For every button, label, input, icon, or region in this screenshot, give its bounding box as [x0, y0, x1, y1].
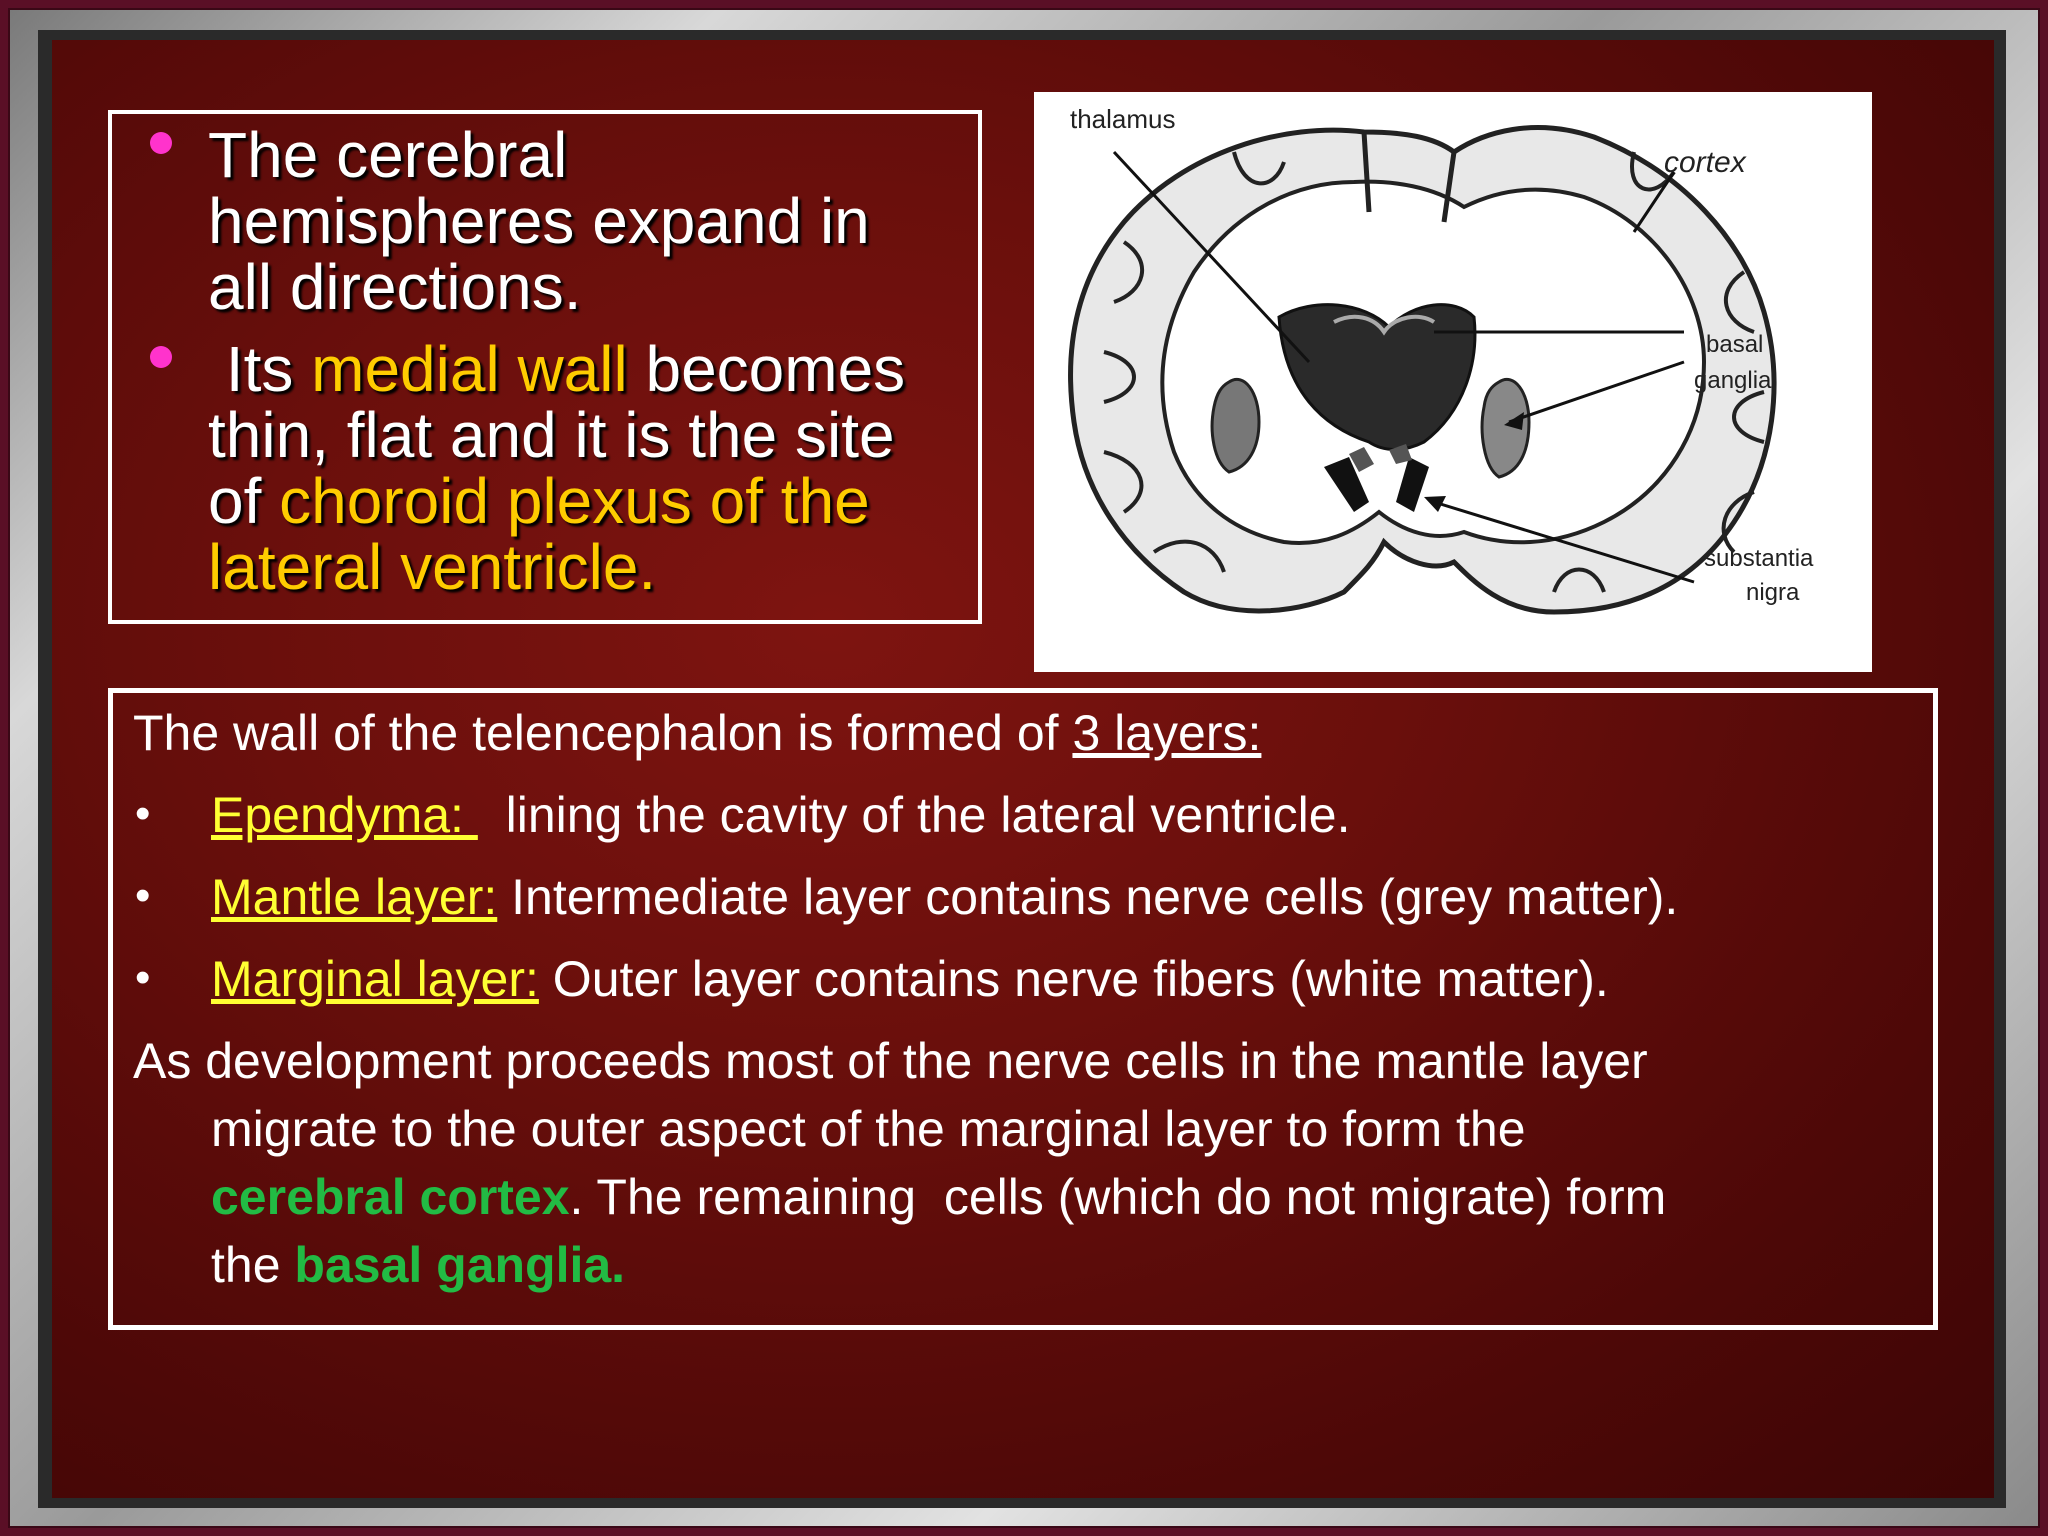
- layer-item-marginal: Marginal layer: Outer layer contains nerve fibers (white matter).: [211, 951, 1609, 1007]
- bullet-2-line-3: of choroid plexus of the: [208, 465, 870, 537]
- label-sn-2: nigra: [1746, 579, 1800, 606]
- top-bullets-box: [108, 110, 982, 624]
- bullet-icon: •: [135, 953, 151, 1002]
- layer-item-mantle: Mantle layer: Intermediate layer contains nerve cells (grey matter).: [211, 869, 1679, 925]
- label-basal-1: basal: [1706, 331, 1764, 358]
- bullet-1-line-3: all directions.: [208, 251, 582, 323]
- brain-diagram-svg: [1034, 92, 1872, 672]
- para-line-4: the basal ganglia.: [211, 1237, 626, 1293]
- bullet-icon: •: [135, 871, 151, 920]
- bullet-2-line-2: thin, flat and it is the site: [208, 399, 895, 471]
- pink-bullet-icon: [150, 132, 172, 154]
- brain-diagram: [1034, 92, 1872, 672]
- bullet-2-line-4: lateral ventricle.: [208, 531, 657, 603]
- label-cortex: cortex: [1664, 146, 1746, 179]
- bullet-icon: •: [135, 789, 151, 838]
- layers-box: [108, 688, 1938, 1330]
- pink-bullet-icon: [150, 346, 172, 368]
- label-basal-2: ganglia: [1694, 367, 1772, 394]
- label-thalamus: thalamus: [1070, 104, 1176, 134]
- layer-item-ependyma: Ependyma: lining the cavity of the lateral ventricle.: [211, 787, 1351, 843]
- para-line-1: As development proceeds most of the nerve cells in the mantle layer: [133, 1033, 1648, 1089]
- bullet-1-line-1: The cerebral: [208, 119, 568, 191]
- para-line-3: cerebral cortex. The remaining cells (which do not migrate) form: [211, 1169, 1667, 1225]
- layers-intro: The wall of the telencephalon is formed of 3 layers:: [133, 705, 1262, 761]
- label-sn-1: substantia: [1704, 545, 1814, 572]
- para-line-2: migrate to the outer aspect of the marginal layer to form the: [211, 1101, 1526, 1157]
- bullet-2-line-1: Its medial wall becomes: [208, 333, 906, 405]
- bullet-1-line-2: hemispheres expand in: [208, 185, 870, 257]
